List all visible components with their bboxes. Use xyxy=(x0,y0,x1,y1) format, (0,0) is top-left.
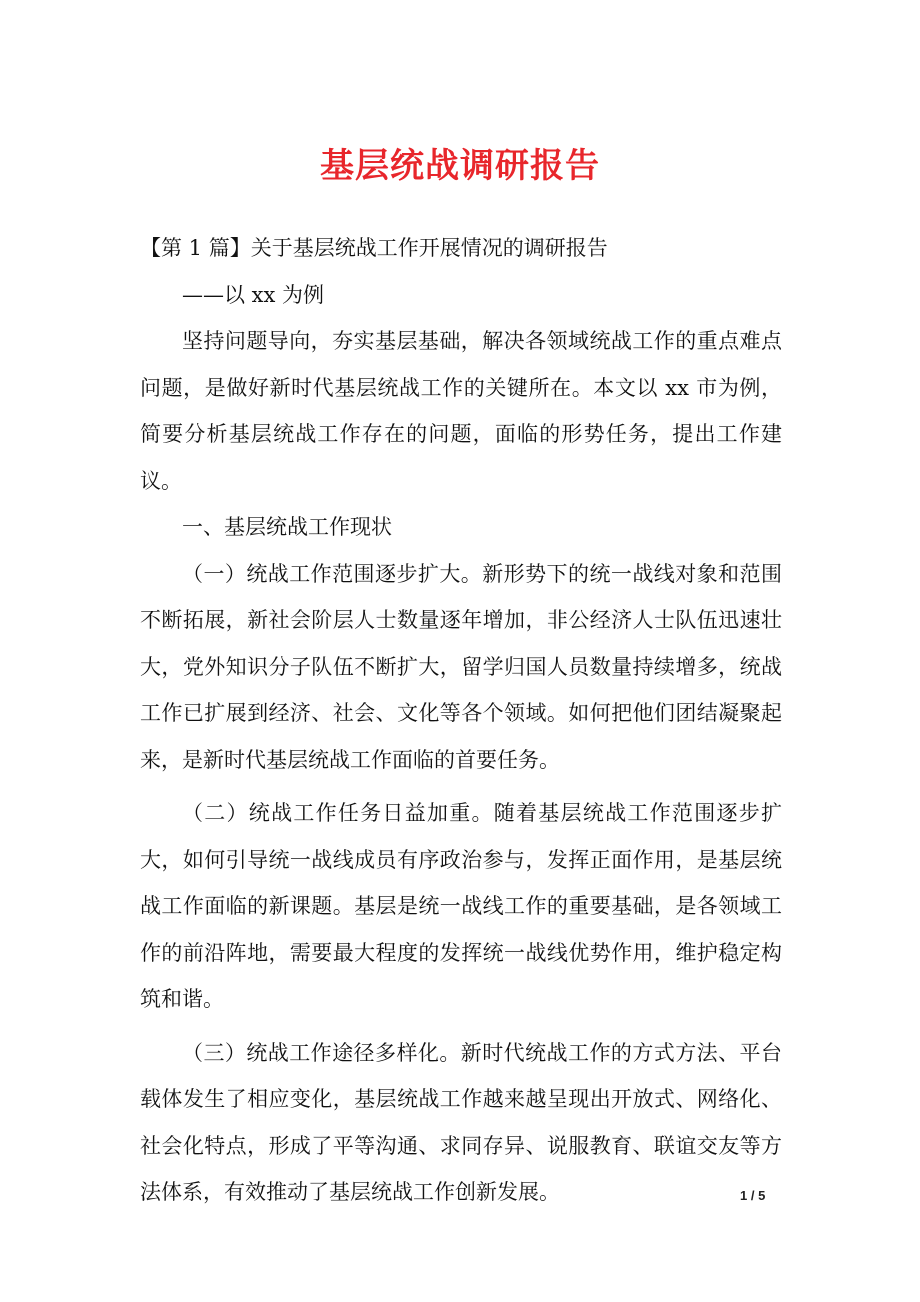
document-body xyxy=(140,225,782,1216)
article-subtitle: ——以 xx 为例 xyxy=(182,282,325,307)
section-heading: 一、基层统战工作现状 xyxy=(182,515,392,539)
body-paragraph: （一）统战工作范围逐步扩大。新形势下的统一战线对象和范围不断拓展，新社会阶层人士数量逐年增加，非公经济人士队伍迅速壮大，党外知识分子队伍不断扩大，留学归国人员数量持续增多，统战工作已扩展到经济、社会、文化等各个领域。如何把他们团结凝聚起来，是新时代基层统战工作面临的首要任务。 xyxy=(140,561,782,772)
page-number: 1 / 5 xyxy=(740,1188,766,1203)
body-paragraph: （三）统战工作途径多样化。新时代统战工作的方式方法、平台载体发生了相应变化，基层统战工作越来越呈现出开放式、网络化、社会化特点，形成了平等沟通、求同存异、说服教育、联谊交友等方法体系，有效推动了基层统战工作创新发展。 xyxy=(140,1040,782,1204)
article-heading: 【第 1 篇】关于基层统战工作开展情况的调研报告 xyxy=(140,236,608,260)
intro-paragraph: 坚持问题导向，夯实基层基础，解决各领域统战工作的重点难点问题，是做好新时代基层统战工作的关键所在。本文以 xx 市为例，简要分析基层统战工作存在的问题，面临的形势任务，提出工作建议。 xyxy=(140,329,782,493)
body-paragraph: （二）统战工作任务日益加重。随着基层统战工作范围逐步扩大，如何引导统一战线成员有序政治参与，发挥正面作用，是基层统战工作面临的新课题。基层是统一战线工作的重要基础，是各领域工作的前沿阵地，需要最大程度的发挥统一战线优势作用，维护稳定构筑和谐。 xyxy=(140,801,782,1011)
document-title: 基层统战调研报告 xyxy=(320,146,600,186)
